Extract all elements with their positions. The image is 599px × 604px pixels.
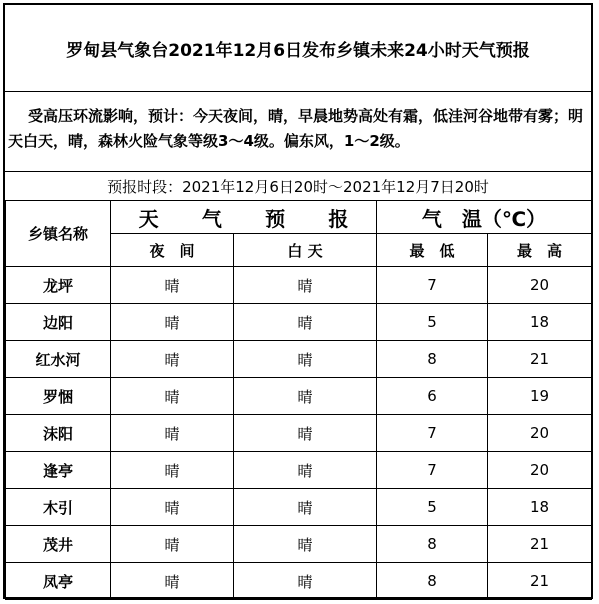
low-temp-cell: 8 [377, 341, 488, 378]
high-temp-cell: 19 [488, 378, 592, 415]
table-row [6, 341, 592, 378]
high-temp-cell: 18 [488, 304, 592, 341]
high-temp-cell: 21 [488, 563, 592, 600]
table-row [6, 526, 592, 563]
table-row [6, 267, 592, 304]
night-weather-cell: 晴 [111, 267, 234, 304]
low-temp-cell: 7 [377, 267, 488, 304]
table-row [6, 304, 592, 341]
header-weather-char: 预 [265, 206, 286, 231]
town-cell: 凤亭 [6, 563, 111, 600]
day-weather-cell: 晴 [234, 563, 377, 600]
high-temp-cell: 20 [488, 415, 592, 452]
header-day: 白 天 [234, 234, 377, 267]
table-row [6, 415, 592, 452]
header-town-name: 乡镇名称 [6, 201, 111, 267]
day-weather-cell: 晴 [234, 304, 377, 341]
high-temp-cell: 18 [488, 489, 592, 526]
town-cell: 沫阳 [6, 415, 111, 452]
low-temp-cell: 5 [377, 304, 488, 341]
header-weather-char: 气 [201, 206, 222, 231]
high-temp-cell: 20 [488, 267, 592, 304]
table-row [6, 563, 592, 600]
night-weather-cell: 晴 [111, 452, 234, 489]
town-cell: 龙坪 [6, 267, 111, 304]
day-weather-cell: 晴 [234, 341, 377, 378]
night-weather-cell: 晴 [111, 304, 234, 341]
header-weather-char: 天 [138, 206, 159, 231]
header-night: 夜 间 [111, 234, 234, 267]
header-temperature: 气 温（℃） [377, 201, 592, 234]
table-row [6, 378, 592, 415]
low-temp-cell: 8 [377, 563, 488, 600]
day-weather-cell: 晴 [234, 415, 377, 452]
high-temp-cell: 20 [488, 452, 592, 489]
table-header-row [6, 201, 592, 234]
page-title: 罗甸县气象台2021年12月6日发布乡镇未来24小时天气预报 [66, 40, 530, 61]
divider [5, 91, 591, 92]
table-row [6, 489, 592, 526]
night-weather-cell: 晴 [111, 378, 234, 415]
low-temp-cell: 7 [377, 452, 488, 489]
town-cell: 红水河 [6, 341, 111, 378]
night-weather-cell: 晴 [111, 563, 234, 600]
day-weather-cell: 晴 [234, 526, 377, 563]
header-high: 最 高 [488, 234, 592, 267]
day-weather-cell: 晴 [234, 489, 377, 526]
night-weather-cell: 晴 [111, 489, 234, 526]
high-temp-cell: 21 [488, 526, 592, 563]
forecast-summary: 受高压环流影响，预计：今天夜间，晴，早晨地势高处有霜，低洼河谷地带有雾；明天白天，晴，森林火险气象等级3～4级。偏东风，1～2级。 [8, 107, 584, 150]
town-cell: 茂井 [6, 526, 111, 563]
town-cell: 逢亭 [6, 452, 111, 489]
day-weather-cell: 晴 [234, 378, 377, 415]
town-cell: 罗悃 [6, 378, 111, 415]
low-temp-cell: 5 [377, 489, 488, 526]
low-temp-cell: 6 [377, 378, 488, 415]
header-weather-forecast [111, 201, 377, 234]
forecast-table [5, 200, 592, 600]
header-low: 最 低 [377, 234, 488, 267]
night-weather-cell: 晴 [111, 526, 234, 563]
night-weather-cell: 晴 [111, 341, 234, 378]
header-weather-char: 报 [328, 206, 349, 231]
low-temp-cell: 8 [377, 526, 488, 563]
low-temp-cell: 7 [377, 415, 488, 452]
table-row [6, 452, 592, 489]
day-weather-cell: 晴 [234, 452, 377, 489]
town-cell: 木引 [6, 489, 111, 526]
night-weather-cell: 晴 [111, 415, 234, 452]
day-weather-cell: 晴 [234, 267, 377, 304]
high-temp-cell: 21 [488, 341, 592, 378]
forecast-period: 预报时段：2021年12月6日20时～2021年12月7日20时 [107, 177, 489, 196]
town-cell: 边阳 [6, 304, 111, 341]
